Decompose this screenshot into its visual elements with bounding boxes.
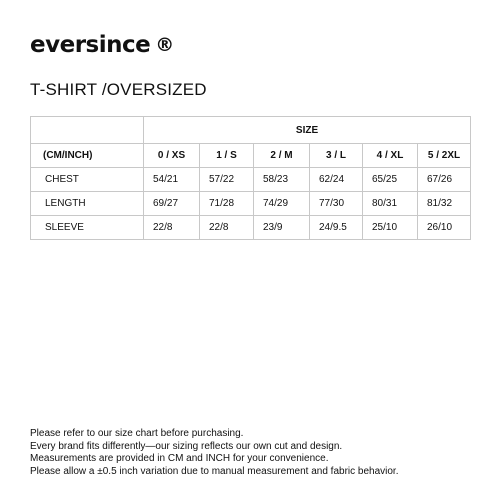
note-line: Measurements are provided in CM and INCH for your convenience. [30, 453, 329, 464]
size-col-header: 4 / XL [363, 144, 418, 168]
size-notes [30, 428, 398, 478]
table-cell: 62/24 [310, 168, 363, 192]
table-cell: 58/23 [254, 168, 310, 192]
table-cell: 22/8 [144, 216, 200, 240]
table-cell: 25/10 [363, 216, 418, 240]
size-col-header: 3 / L [310, 144, 363, 168]
size-columns-row [31, 144, 471, 168]
table-cell: 69/27 [144, 192, 200, 216]
note-line: Please refer to our size chart before purchasing. [30, 428, 244, 439]
table-cell: 77/30 [310, 192, 363, 216]
table-cell: 80/31 [363, 192, 418, 216]
table-row-sleeve [31, 216, 471, 240]
unit-label: (CM/INCH) [31, 144, 144, 168]
table-row-length [31, 192, 471, 216]
table-cell: 65/25 [363, 168, 418, 192]
row-label: SLEEVE [31, 216, 144, 240]
table-cell: 54/21 [144, 168, 200, 192]
empty-corner-cell [31, 117, 144, 144]
size-col-header: 0 / XS [144, 144, 200, 168]
size-col-header: 1 / S [200, 144, 254, 168]
table-cell: 26/10 [418, 216, 471, 240]
brand-name: eversince [30, 32, 151, 58]
table-cell: 57/22 [200, 168, 254, 192]
table-cell: 23/9 [254, 216, 310, 240]
product-title: T-SHIRT /OVERSIZED [30, 80, 207, 99]
table-cell: 67/26 [418, 168, 471, 192]
table-cell: 74/29 [254, 192, 310, 216]
size-chart-table [30, 116, 471, 240]
row-label: LENGTH [31, 192, 144, 216]
table-cell: 24/9.5 [310, 216, 363, 240]
size-col-header: 5 / 2XL [418, 144, 471, 168]
size-header: SIZE [144, 117, 471, 144]
row-label: CHEST [31, 168, 144, 192]
size-col-header: 2 / M [254, 144, 310, 168]
table-cell: 22/8 [200, 216, 254, 240]
registered-mark: ® [155, 34, 174, 56]
table-cell: 81/32 [418, 192, 471, 216]
note-line: Every brand fits differently—our sizing reflects our own cut and design. [30, 440, 343, 452]
table-row-chest [31, 168, 471, 192]
note-line: Please allow a ±0.5 inch variation due to manual measurement and fabric behavior. [30, 465, 399, 477]
size-header-row [31, 117, 471, 144]
brand-logo [30, 32, 174, 58]
table-cell: 71/28 [200, 192, 254, 216]
